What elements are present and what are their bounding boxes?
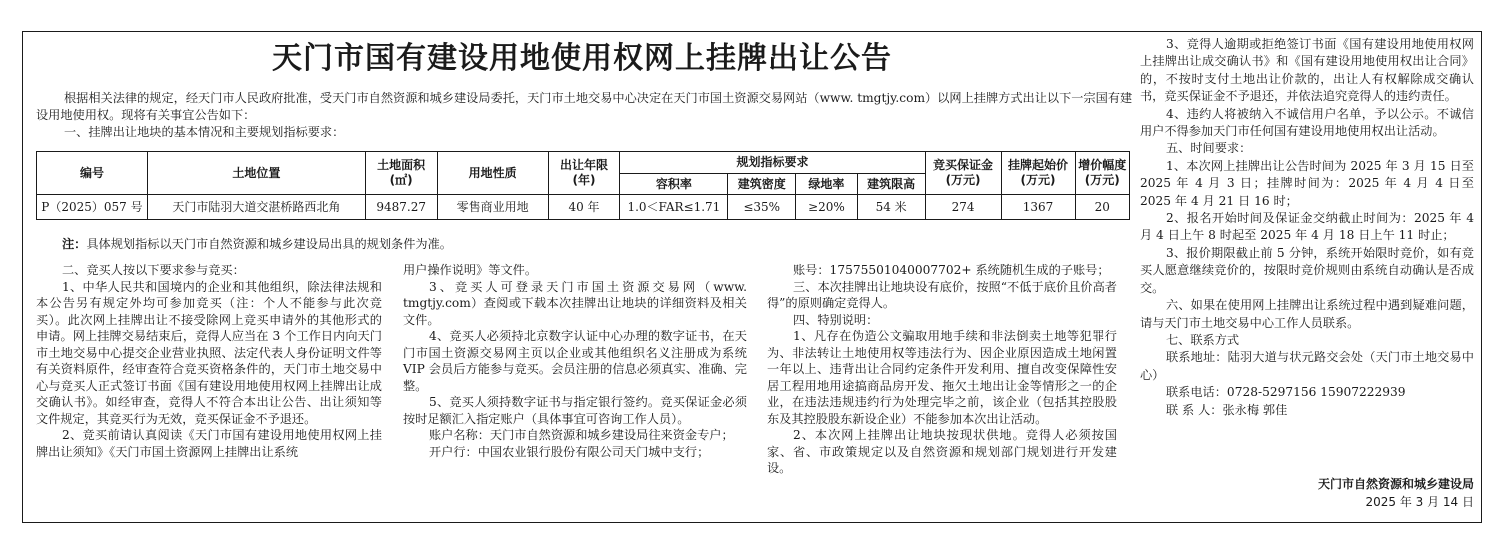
paragraph: 七、联系方式 xyxy=(1166,332,1240,347)
paragraph: 3、竞得人逾期或拒绝签订书面《国有建设用地使用权网上挂牌出让成交确认书》和《国有建设用地使用权出让合同》的，不按时支付土地出让价款的，出让人有权解除成交确认书，竞买保证金不予退还，并依法追究竞得人的违约责任。 xyxy=(1140,37,1474,104)
header-land-use: 用地性质 xyxy=(437,152,548,195)
header-increment: 增价幅度 (万元) xyxy=(1075,152,1129,195)
header-location: 土地位置 xyxy=(147,152,365,195)
cell-density: ≤35% xyxy=(728,195,796,220)
paragraph: 3、报价期限截止前 5 分钟，系统开始限时竞价，如有竞买人愿意继续竞价的，按限时竞价规则由系统自动确认是否成交。 xyxy=(1140,245,1474,295)
paragraph: 账户名称：天门市自然资源和城乡建设局往来资金专户； xyxy=(429,428,734,442)
cell-far: 1.0＜FAR≤1.71 xyxy=(620,195,728,220)
paragraph: 1、凡存在伪造公文骗取用地手续和非法倒卖土地等犯罪行为、非法转让土地使用权等违法行为、因企业原因造成土地闲置一年以上、违背出让合同约定条件开发利用、擅自改变保障性安居工程用地用途搞商品房开发、拖欠土地出让金等情形之一的企业，在违法违规违约行为处理完毕之前，该企业（包括其控股股东及其控股股东新设企业）不能参加本次出让活动。 xyxy=(767,329,1117,426)
paragraph: 2、报名开始时间及保证金交纳截止时间为：2025 年 4 月 4 日上午 8 时起至 2025 年 4 月 18 日上午 11 时止； xyxy=(1140,211,1474,243)
paragraph: 3、竞买人可登录天门市国土资源交易网（www. tmgtjy.com）查阅或下载本次挂牌出让地块的详细资料及相关文件。 xyxy=(403,279,747,327)
paragraph: 账号：17575501040007702+ 系统随机生成的子账号； xyxy=(793,263,1110,277)
text-column-2 xyxy=(403,262,747,460)
land-parcel-table xyxy=(36,151,1130,220)
header-start-price: 挂牌起始价 (万元) xyxy=(1001,152,1075,195)
paragraph: 联 系 人：张永梅 郭佳 xyxy=(1166,402,1288,417)
header-number: 编号 xyxy=(37,152,148,195)
issuer-name: 天门市自然资源和城乡建设局 xyxy=(1317,477,1474,491)
paragraph: 1、中华人民共和国境内的企业和其他组织，除法律法规和本公告另有规定外均可参加竞买（注：个人不能参与此次竞买）。此次网上挂牌出让不接受除网上竞买申请外的其他形式的申请。网上挂牌交易结束后，竞得人应当在 3 个工作日内向天门市土地交易中心提交企业营业执照、法定代表人身份证明文件等有关资料原件，经审查符合竞买资格条件的，天门市土地交易中心与竞买人正式签订书面《国有建设用地使用权网上挂牌出让成交确认书》。如经审查，竞得人不符合本出让公告、出让须知等文件规定，其竞买行为无效，竞买保证金不予退还。 xyxy=(36,279,382,426)
table-row xyxy=(37,195,1130,220)
cell-location: 天门市陆羽大道交湛桥路西北角 xyxy=(147,195,365,220)
paragraph: 五、时间要求： xyxy=(1166,141,1252,156)
cell-deposit: 274 xyxy=(925,195,1001,220)
cell-start-price: 1367 xyxy=(1001,195,1075,220)
header-far: 容积率 xyxy=(620,174,728,195)
paragraph: 联系电话：0728-5297156 15907222939 xyxy=(1166,385,1406,400)
paragraph: 4、违约人将被纳入不诚信用户名单，予以公示。不诚信用户不得参加天门市任何国有建设用地使用权出让活动。 xyxy=(1140,106,1474,139)
cell-number: P（2025）057 号 xyxy=(37,195,148,220)
header-term: 出让年限 (年) xyxy=(548,152,620,195)
cell-height-limit: 54 米 xyxy=(857,195,925,220)
cell-land-use: 零售商业用地 xyxy=(437,195,548,220)
paragraph: 六、如果在使用网上挂牌出让系统过程中遇到疑难问题，请与天门市土地交易中心工作人员联系。 xyxy=(1140,298,1474,330)
header-planning-group: 规划指标要求 xyxy=(620,152,925,174)
paragraph: 四、特别说明： xyxy=(793,312,879,327)
paragraph: 2、竞买前请认真阅读《天门市国有建设用地使用权网上挂牌出让须知》《天门市国土资源网上挂牌出让系统 xyxy=(36,428,382,459)
header-area: 土地面积 (㎡) xyxy=(365,152,437,195)
cell-area: 9487.27 xyxy=(365,195,437,220)
text-column-3 xyxy=(767,262,1117,477)
paragraph: 开户行：中国农业银行股份有限公司天门城中支行； xyxy=(429,444,710,459)
table-note: 注：具体规划指标以天门市自然资源和城乡建设局出具的规划条件为准。 xyxy=(62,237,452,251)
issue-date: 2025 年 3 月 14 日 xyxy=(1365,495,1474,509)
paragraph: 三、本次挂牌出让地块设有底价，按照“不低于底价且价高者得”的原则确定竞得人。 xyxy=(767,279,1117,310)
paragraph: 5、竞买人须持数字证书与指定银行签约。竞买保证金必须按时足额汇入指定账户（具体事宜可咨询工作人员）。 xyxy=(403,395,747,426)
cell-green-ratio: ≥20% xyxy=(796,195,858,220)
header-green-ratio: 绿地率 xyxy=(796,174,858,195)
cell-term: 40 年 xyxy=(548,195,620,220)
header-density: 建筑密度 xyxy=(728,174,796,195)
paragraph: 1、本次网上挂牌出让公告时间为 2025 年 3 月 15 日至 2025 年 4 月 3 日；挂牌时间为：2025 年 4 月 4 日至 2025 年 4 月 21 日 16 时； xyxy=(1140,158,1474,208)
header-height-limit: 建筑限高 xyxy=(857,174,925,195)
paragraph: 用户操作说明》等文件。 xyxy=(403,263,538,277)
intro-paragraph: 根据相关法律的规定，经天门市人民政府批准，受天门市自然资源和城乡建设局委托，天门市土地交易中心决定在天门市国土资源交易网站（www. tmgtjy.com）以网上挂牌方式出让以下一宗国有建设用地使用权。现将有关事宜公告如下： xyxy=(36,91,1133,122)
header-deposit: 竞买保证金 (万元) xyxy=(925,152,1001,195)
page-title: 天门市国有建设用地使用权网上挂牌出让公告 xyxy=(272,41,892,76)
paragraph: 联系地址：陆羽大道与状元路交会处（天门市土地交易中心） xyxy=(1140,350,1474,382)
paragraph: 二、竞买人按以下要求参与竞买： xyxy=(62,263,245,277)
text-column-1 xyxy=(36,262,382,460)
section-1-heading: 一、挂牌出让地块的基本情况和主要规划指标要求： xyxy=(64,125,345,139)
paragraph: 4、竞买人必须持北京数字认证中心办理的数字证书，在天门市国土资源交易网主页以企业或其他组织名义注册成为系统 VIP 会员后方能参与竞买。会员注册的信息必须真实、准确、完整。 xyxy=(403,329,747,393)
paragraph: 2、本次网上挂牌出让地块按现状供地。竞得人必须按国家、省、市政策规定以及自然资源和规划部门规划进行开发建设。 xyxy=(767,428,1117,475)
cell-increment: 20 xyxy=(1075,195,1129,220)
text-column-4 xyxy=(1140,36,1474,419)
